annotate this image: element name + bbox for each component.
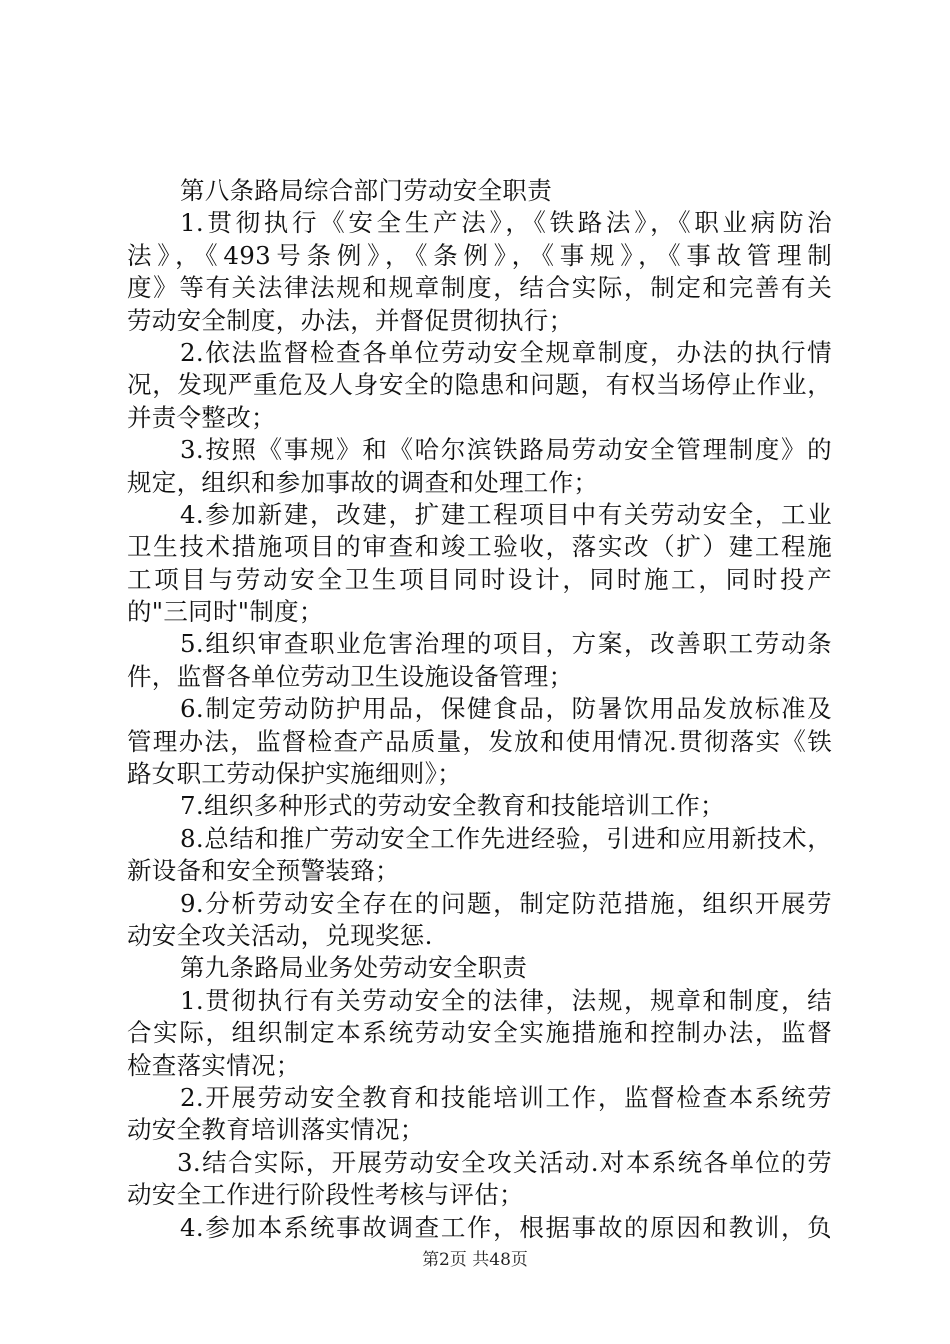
paragraph-line: 管理办法，监督检查产品质量，发放和使用情况.贯彻落实《铁: [127, 726, 832, 756]
paragraph-line: 度》等有关法律法规和规章制度，结合实际，制定和完善有关: [127, 273, 832, 303]
paragraph-line: 4.参加新建，改建，扩建工程项目中有关劳动安全，工业: [180, 499, 832, 529]
paragraph-line: 法》，《493号条例》，《条例》，《事规》，《事故管理制: [127, 240, 832, 270]
paragraph-line: 3.按照《事规》和《哈尔滨铁路局劳动安全管理制度》的: [180, 435, 832, 465]
paragraph-line: 1.贯彻执行《安全生产法》，《铁路法》，《职业病防治: [180, 208, 832, 238]
paragraph-line: 工项目与劳动安全卫生项目同时设计，同时施工，同时投产: [127, 564, 832, 594]
paragraph-line: 9.分析劳动安全存在的问题，制定防范措施，组织开展劳: [180, 888, 832, 918]
paragraph-line: 劳动安全制度，办法，并督促贯彻执行；: [127, 305, 574, 335]
paragraph-line: 动安全攻关活动，兑现奖惩.: [127, 920, 433, 950]
paragraph-line: 1.贯彻执行有关劳动安全的法律，法规，规章和制度，结: [180, 985, 832, 1015]
paragraph-line: 规定，组织和参加事故的调查和处理工作；: [127, 467, 599, 497]
paragraph-line: 并责令整改；: [127, 402, 276, 432]
paragraph-line: 路女职工劳动保护实施细则》；: [127, 759, 462, 789]
page-number: 第2页 共48页: [422, 1250, 528, 1270]
paragraph-line: 动安全工作进行阶段性考核与评估；: [127, 1180, 524, 1210]
article-heading: 第九条路局业务处劳动安全职责: [180, 953, 528, 983]
article-heading: 第八条路局综合部门劳动安全职责: [180, 176, 552, 205]
paragraph-line: 6.制定劳动防护用品，保健食品，防暑饮用品发放标准及: [180, 694, 832, 724]
paragraph-line: 7.组织多种形式的劳动安全教育和技能培训工作；: [180, 791, 725, 821]
paragraph-line: 2.开展劳动安全教育和技能培训工作，监督检查本系统劳: [180, 1082, 832, 1112]
paragraph-line: 卫生技术措施项目的审查和竣工验收，落实改（扩）建工程施: [127, 532, 832, 562]
paragraph-line: 检查落实情况；: [127, 1050, 301, 1080]
paragraph-line: 动安全教育培训落实情况；: [127, 1115, 425, 1145]
paragraph-line: 3.结合实际，开展劳动安全攻关活动.对本系统各单位的劳: [177, 1147, 832, 1177]
page-footer: [0, 1245, 950, 1270]
document-body: [127, 175, 832, 1244]
paragraph-line: 的"三同时"制度；: [127, 597, 324, 627]
paragraph-line: 8.总结和推广劳动安全工作先进经验，引进和应用新技术，: [180, 823, 832, 853]
paragraph-line: 件，监督各单位劳动卫生设施设备管理；: [127, 661, 574, 691]
paragraph-line: 合实际，组织制定本系统劳动安全实施措施和控制办法，监督: [127, 1018, 832, 1048]
paragraph-line: 新设备和安全预警装臵；: [127, 856, 400, 886]
paragraph-line: 5.组织审查职业危害治理的项目，方案，改善职工劳动条: [180, 629, 832, 659]
paragraph-line: 2.依法监督检查各单位劳动安全规章制度，办法的执行情: [180, 337, 832, 367]
paragraph-line: 4.参加本系统事故调查工作，根据事故的原因和教训，负: [180, 1212, 832, 1242]
paragraph-line: 况，发现严重危及人身安全的隐患和问题，有权当场停止作业，: [127, 370, 832, 400]
